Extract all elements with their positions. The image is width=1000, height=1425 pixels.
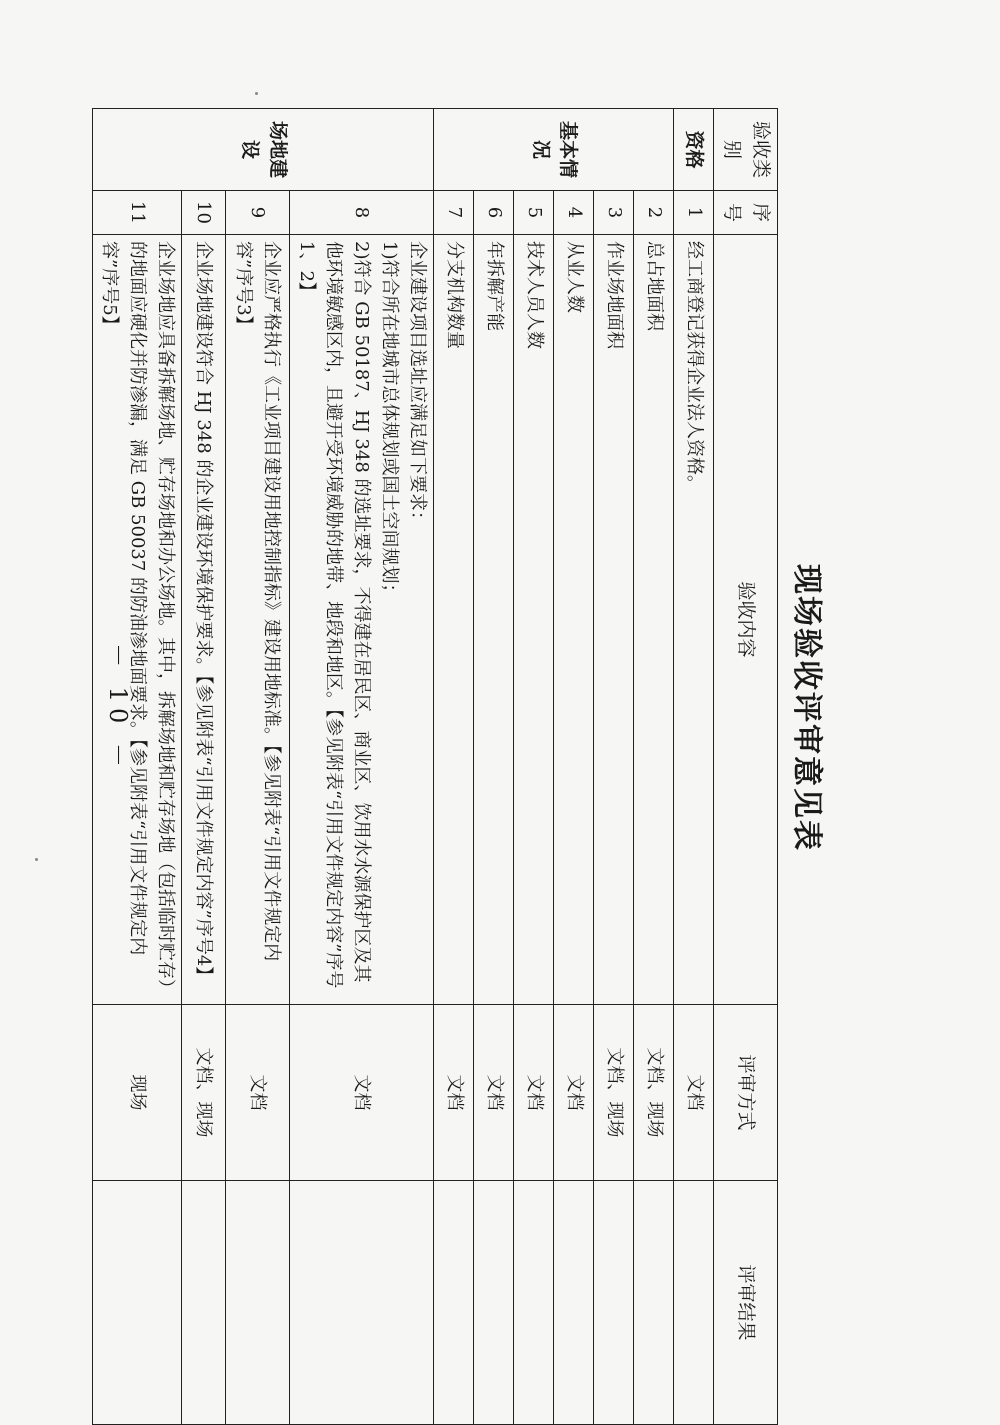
row-content: 作业场地面积 bbox=[594, 235, 634, 1005]
row-number: 9 bbox=[225, 191, 289, 235]
row-number: 8 bbox=[289, 191, 433, 235]
table-row bbox=[434, 109, 474, 1425]
row-content: 从业人数 bbox=[554, 235, 594, 1005]
table-row bbox=[554, 109, 594, 1425]
row-content: 企业场地建设符合 HJ 348 的企业建设环境保护要求。【参见附表“引用文件规定内容”序号4】 bbox=[181, 235, 225, 1005]
row-number: 1 bbox=[674, 191, 714, 235]
header-content: 验收内容 bbox=[714, 235, 778, 1005]
row-content: 企业应严格执行《工业项目建设用地控制指标》建设用地标准。【参见附表“引用文件规定内容”序号3】 bbox=[225, 235, 289, 1005]
row-method: 文档 bbox=[554, 1005, 594, 1181]
row-number: 7 bbox=[434, 191, 474, 235]
table-row bbox=[634, 109, 674, 1425]
row-method: 文档 bbox=[474, 1005, 514, 1181]
header-row bbox=[714, 109, 778, 1425]
row-method: 现场 bbox=[93, 1005, 182, 1181]
row-result bbox=[514, 1181, 554, 1425]
row-content: 经工商登记获得企业法人资格。 bbox=[674, 235, 714, 1005]
scan-speck bbox=[35, 858, 38, 861]
table-row bbox=[474, 109, 514, 1425]
table-row bbox=[289, 109, 433, 1425]
table-row bbox=[674, 109, 714, 1425]
header-result: 评审结果 bbox=[714, 1181, 778, 1425]
row-content: 年拆解产能 bbox=[474, 235, 514, 1005]
review-table bbox=[92, 108, 778, 1425]
row-number: 5 bbox=[514, 191, 554, 235]
row-result bbox=[474, 1181, 514, 1425]
row-method: 文档 bbox=[225, 1005, 289, 1181]
row-result bbox=[634, 1181, 674, 1425]
category-cell: 基本情况 bbox=[434, 109, 674, 191]
row-method: 文档、现场 bbox=[594, 1005, 634, 1181]
row-method: 文档、现场 bbox=[181, 1005, 225, 1181]
row-result bbox=[434, 1181, 474, 1425]
row-content: 企业建设项目选址应满足如下要求： 1)符合所在地城市总体规划或国土空间规划； 2)符合 GB 50187、HJ 348 的选址要求，不得建在居民区、商业区、饮用水水源保护区及其他环境敏感区内，且避开受环境威胁的地带、地段和地区。【参见附表“引用文件规定内容”序号1、2】 bbox=[289, 235, 433, 1005]
row-result bbox=[289, 1181, 433, 1425]
row-result bbox=[225, 1181, 289, 1425]
row-method: 文档 bbox=[434, 1005, 474, 1181]
row-number: 10 bbox=[181, 191, 225, 235]
row-result bbox=[674, 1181, 714, 1425]
row-number: 3 bbox=[594, 191, 634, 235]
row-method: 文档、现场 bbox=[634, 1005, 674, 1181]
page-title: 现场验收评审意见表 bbox=[789, 564, 824, 852]
row-result bbox=[554, 1181, 594, 1425]
category-cell: 资格 bbox=[674, 109, 714, 191]
row-number: 4 bbox=[554, 191, 594, 235]
row-method: 文档 bbox=[514, 1005, 554, 1181]
table-row bbox=[514, 109, 554, 1425]
scan-speck bbox=[255, 92, 258, 95]
table-row bbox=[225, 109, 289, 1425]
row-method: 文档 bbox=[674, 1005, 714, 1181]
row-result bbox=[594, 1181, 634, 1425]
category-cell: 场地建设 bbox=[93, 109, 434, 191]
table-row bbox=[594, 109, 634, 1425]
row-number: 6 bbox=[474, 191, 514, 235]
row-content: 总占地面积 bbox=[634, 235, 674, 1005]
header-method: 评审方式 bbox=[714, 1005, 778, 1181]
page-number: － 10 － bbox=[104, 643, 132, 773]
header-category: 验收类别 bbox=[714, 109, 778, 191]
row-content: 技术人员人数 bbox=[514, 235, 554, 1005]
row-number: 2 bbox=[634, 191, 674, 235]
row-number: 11 bbox=[93, 191, 182, 235]
row-content: 分支机构数量 bbox=[434, 235, 474, 1005]
row-method: 文档 bbox=[289, 1005, 433, 1181]
table-row bbox=[181, 109, 225, 1425]
row-result bbox=[181, 1181, 225, 1425]
header-number: 序号 bbox=[714, 191, 778, 235]
row-content: 企业场地应具备拆解场地、贮存场地和办公场地。其中，拆解场地和贮存场地（包括临时贮存）的地面应硬化并防渗漏，满足 GB 50037 的防油渗地面要求。【参见附表“引用文件规定内容”序号5】 bbox=[93, 235, 182, 1005]
